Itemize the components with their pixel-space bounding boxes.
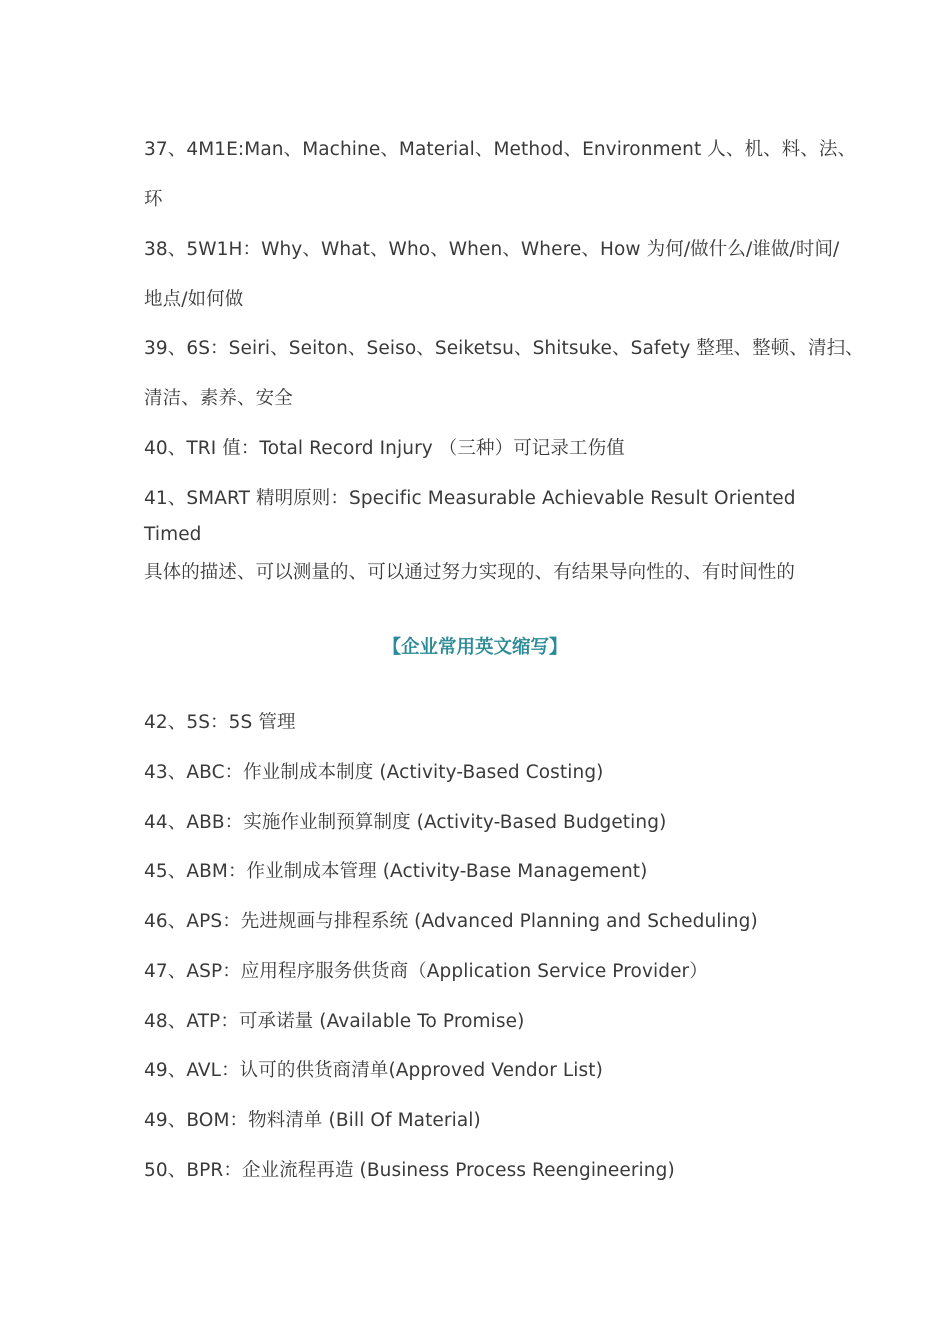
item-37-line-1: 37、4M1E:Man、Machine、Material、Method、Environment 人、机、料、法、 [144, 139, 857, 160]
item-41-line-3: 具体的描述、可以测量的、可以通过努力实现的、有结果导向性的、有时间性的 [144, 562, 796, 583]
item-41-line-2: Timed [144, 524, 202, 545]
item-38-line-1: 38、5W1H：Why、What、Who、When、Where、How 为何/做什么/谁做/时间/ [144, 239, 840, 260]
item-48: 48、ATP：可承诺量 (Available To Promise) [144, 1011, 525, 1032]
item-38-line-2: 地点/如何做 [144, 289, 244, 310]
section-heading: 【企业常用英文缩写】 [382, 637, 568, 658]
item-42: 42、5S：5S 管理 [144, 712, 296, 733]
item-50: 50、BPR：企业流程再造 (Business Process Reengineering) [144, 1160, 675, 1181]
item-41-line-1: 41、SMART 精明原则：Specific Measurable Achievable Result Oriented [144, 488, 796, 509]
item-43: 43、ABC：作业制成本制度 (Activity-Based Costing) [144, 762, 604, 783]
item-49-avl: 49、AVL：认可的供货商清单(Approved Vendor List) [144, 1060, 603, 1081]
item-49-bom: 49、BOM：物料清单 (Bill Of Material) [144, 1110, 481, 1131]
item-47: 47、ASP：应用程序服务供货商（Application Service Provider） [144, 961, 708, 982]
item-37-line-2: 环 [144, 189, 163, 210]
item-39-line-2: 清洁、素养、安全 [144, 388, 293, 409]
item-46: 46、APS：先进规画与排程系统 (Advanced Planning and Scheduling) [144, 911, 758, 932]
item-40: 40、TRI 值：Total Record Injury （三种）可记录工伤值 [144, 438, 625, 459]
item-39-line-1: 39、6S：Seiri、Seiton、Seiso、Seiketsu、Shitsuke、Safety 整理、整顿、清扫、 [144, 338, 864, 359]
item-44: 44、ABB：实施作业制预算制度 (Activity-Based Budgeting) [144, 812, 667, 833]
item-45: 45、ABM：作业制成本管理 (Activity-Base Management) [144, 861, 648, 882]
